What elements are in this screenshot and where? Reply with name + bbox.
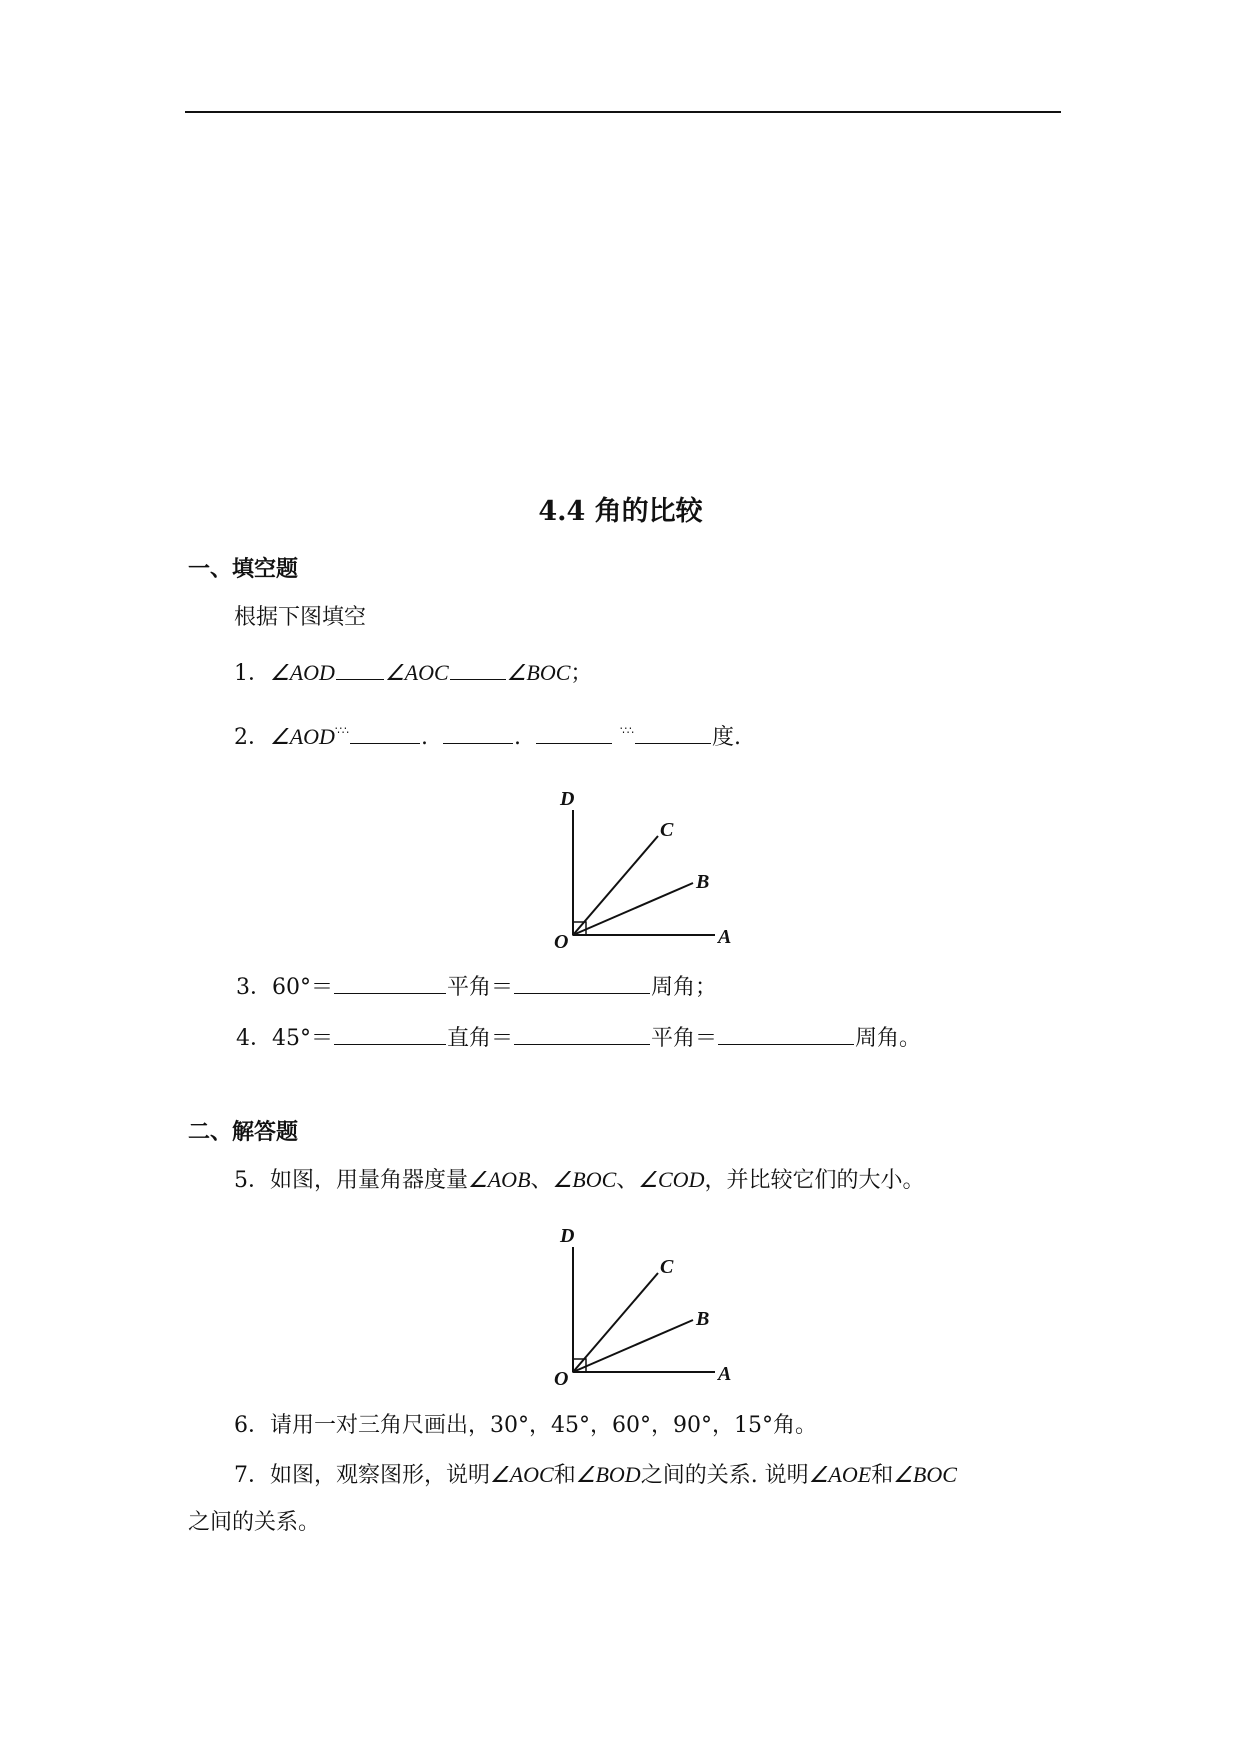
section-heading-answer: 二、解答题 [188,1119,299,1145]
angle-boc: ∠BOC [506,660,571,685]
therefore-symbol: ∵∴ [619,724,634,737]
question-number: 5． [234,1168,270,1193]
question-text: 和 [553,1463,576,1488]
answer-blank[interactable] [718,1022,854,1045]
angle-aod: ∠AOD [270,724,335,749]
label-c: C [660,819,674,841]
degree-text: 45°＝ [272,1026,333,1051]
angle-aoc: ∠AOC [490,1462,554,1487]
answer-blank[interactable] [334,1022,446,1045]
angle-bod: ∠BOD [575,1462,641,1487]
question-text: 7．如图，观察图形，说明 [234,1463,490,1488]
punctuation: 、 [530,1168,553,1193]
unit-text: 周角。 [855,1026,922,1051]
answer-blank[interactable] [336,657,384,680]
punctuation: . [513,725,521,750]
question-text: 之间的关系. 说明 [640,1463,809,1488]
question-2 [234,720,741,751]
ray-oc [573,836,658,935]
label-d: D [560,788,575,810]
question-number: 3． [236,975,272,1000]
answer-blank[interactable] [514,971,650,994]
unit-text: 直角＝ [447,1026,514,1051]
ray-oc [573,1273,658,1372]
question-4 [236,1021,921,1052]
unit-text: 度. [711,725,741,750]
angle-aoe: ∠AOE [808,1462,872,1487]
question-text: 和 [871,1463,894,1488]
answer-blank[interactable] [450,657,506,680]
question-text: 如图，用量角器度量 [270,1168,469,1193]
header-rule [185,111,1061,113]
question-number: 4． [236,1026,272,1051]
question-5 [234,1163,924,1194]
therefore-symbol: ∵∴ [334,724,349,737]
punctuation: 、 [616,1168,639,1193]
label-b: B [696,871,710,893]
label-c: C [660,1256,674,1278]
question-number: 1． [234,661,270,686]
angle-figure-1 [540,775,740,950]
angle-boc: ∠BOC [552,1167,617,1192]
label-a: A [718,926,732,948]
label-o: O [554,1368,569,1387]
question-7 [234,1458,957,1489]
label-o: O [554,931,569,950]
answer-blank[interactable] [443,721,513,744]
section-heading-fill-blank: 一、填空题 [188,556,299,582]
question-text: ，并比较它们的大小。 [704,1168,925,1193]
label-d: D [560,1225,575,1247]
page-title: 4.4 角的比较 [538,496,703,527]
question-7-continued: 之间的关系。 [188,1510,321,1535]
question-1 [234,656,592,687]
answer-blank[interactable] [635,721,711,744]
answer-blank[interactable] [514,1022,650,1045]
question-number: 2． [234,725,270,750]
ray-ob [573,1320,693,1372]
label-b: B [696,1308,710,1330]
unit-text: 周角； [651,975,718,1000]
ray-ob [573,883,693,935]
angle-aod: ∠AOD [270,660,335,685]
punctuation: . [420,725,428,750]
answer-blank[interactable] [536,721,612,744]
answer-blank[interactable] [334,971,446,994]
answer-blank[interactable] [350,721,420,744]
angle-boc: ∠BOC [893,1462,957,1487]
angle-cod: ∠COD [638,1167,705,1192]
question-6: 6．请用一对三角尺画出，30°，45°，60°，90°，15°角。 [234,1413,817,1438]
punctuation: ； [570,661,593,686]
angle-figure-2 [540,1212,740,1387]
label-a: A [718,1363,732,1385]
angle-aob: ∠AOB [468,1167,531,1192]
question-3 [236,970,717,1001]
degree-text: 60°＝ [272,975,333,1000]
unit-text: 平角＝ [651,1026,718,1051]
section-intro: 根据下图填空 [234,605,367,630]
angle-aoc: ∠AOC [384,660,449,685]
unit-text: 平角＝ [447,975,514,1000]
